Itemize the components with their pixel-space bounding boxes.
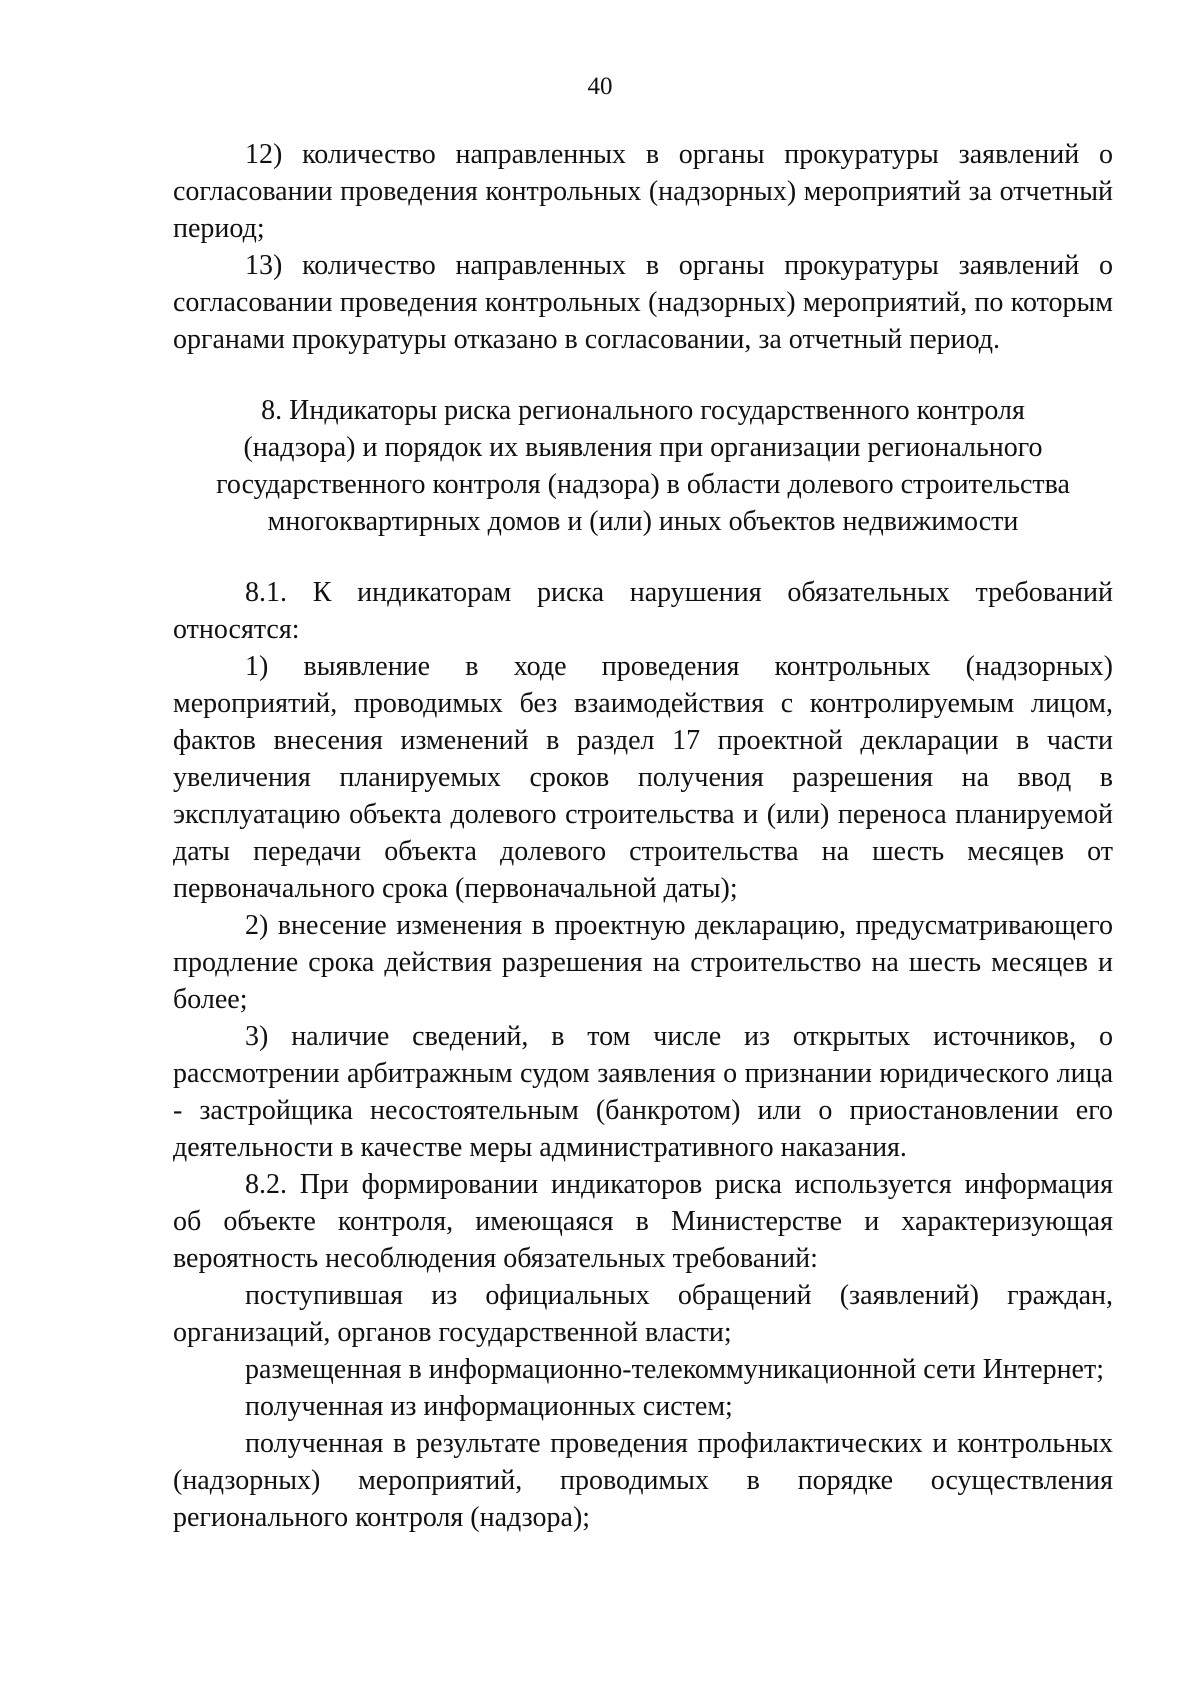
paragraph-indicator-2: 2) внесение изменения в проектную декларацию, предусматривающего продление срока действия разрешения на строительство на шесть месяцев и более; bbox=[173, 910, 1113, 1015]
section-heading: 8. Индикаторы риска регионального государственного контроля (надзора) и порядок их выявления при организации регионального государственного контроля (надзора) в области долевого строительства многоквартирных домов и (или) иных объектов недвижимости bbox=[216, 395, 1070, 537]
page-number: 40 bbox=[587, 73, 613, 100]
paragraph-source-internet: размещенная в информационно-телекоммуникационной сети Интернет; bbox=[245, 1354, 1104, 1385]
paragraph-8-1: 8.1. К индикаторам риска нарушения обязательных требований относятся: bbox=[173, 577, 1113, 645]
document-body bbox=[173, 136, 1113, 1536]
paragraph-indicator-1: 1) выявление в ходе проведения контрольных (надзорных) мероприятий, проводимых без взаимодействия с контролируемым лицом, фактов внесения изменений в раздел 17 проектной декларации в части увеличения планируемых сроков получения разрешения на ввод в эксплуатацию объекта долевого строительства и (или) переноса планируемой даты передачи объекта долевого строительства на шесть месяцев от первоначального срока (первоначальной даты); bbox=[173, 651, 1113, 904]
paragraph-8-2: 8.2. При формировании индикаторов риска используется информация об объекте контроля, имеющаяся в Министерстве и характеризующая вероятность несоблюдения обязательных требований: bbox=[173, 1169, 1113, 1274]
paragraph-item-13: 13) количество направленных в органы прокуратуры заявлений о согласовании проведения контрольных (надзорных) мероприятий, по которым органами прокуратуры отказано в согласовании, за отчетный период. bbox=[173, 250, 1113, 355]
paragraph-item-12: 12) количество направленных в органы прокуратуры заявлений о согласовании проведения контрольных (надзорных) мероприятий за отчетный период; bbox=[173, 139, 1113, 244]
paragraph-source-information-systems: полученная из информационных систем; bbox=[245, 1391, 733, 1422]
paragraph-indicator-3: 3) наличие сведений, в том числе из открытых источников, о рассмотрении арбитражным судом заявления о признании юридического лица - застройщика несостоятельным (банкротом) или о приостановлении его деятельности в качестве меры административного наказания. bbox=[173, 1021, 1113, 1163]
paragraph-source-appeals: поступившая из официальных обращений (заявлений) граждан, организаций, органов государственной власти; bbox=[173, 1280, 1113, 1348]
paragraph-source-control-events: полученная в результате проведения профилактических и контрольных (надзорных) мероприятий, проводимых в порядке осуществления регионального контроля (надзора); bbox=[173, 1428, 1113, 1533]
